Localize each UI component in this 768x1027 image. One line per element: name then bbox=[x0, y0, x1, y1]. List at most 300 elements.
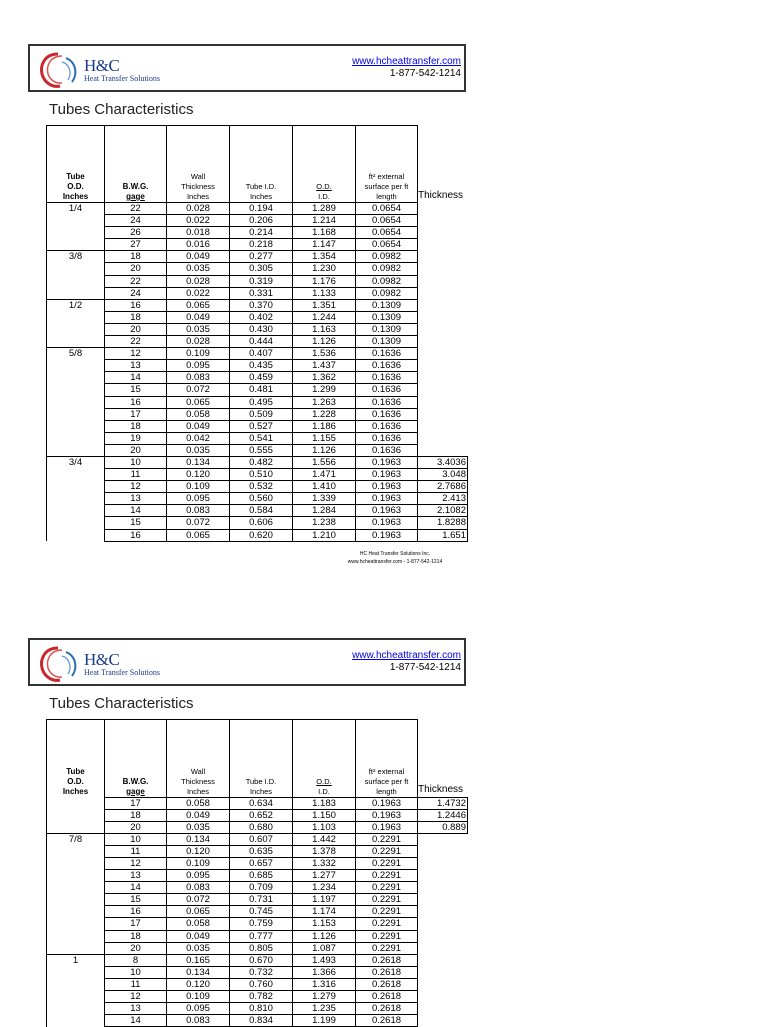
tube-id-cell: 0.407 bbox=[230, 348, 293, 360]
wall-thickness-cell: 0.065 bbox=[167, 529, 230, 541]
wall-thickness-cell: 0.134 bbox=[167, 966, 230, 978]
tube-id-cell: 0.527 bbox=[230, 420, 293, 432]
wall-thickness-cell: 0.120 bbox=[167, 978, 230, 990]
tube-od-cell bbox=[47, 942, 105, 954]
table-row bbox=[47, 978, 468, 990]
tube-od-cell: 3/8 bbox=[47, 251, 105, 263]
tube-id-cell: 0.584 bbox=[230, 505, 293, 517]
tube-od-cell: 3/4 bbox=[47, 456, 105, 468]
od-id-ratio-cell: 1.214 bbox=[293, 215, 356, 227]
od-id-ratio-cell: 1.437 bbox=[293, 360, 356, 372]
surface-cell: 0.1963 bbox=[356, 517, 418, 529]
tube-od-cell bbox=[47, 469, 105, 481]
table-row bbox=[47, 299, 468, 311]
wall-thickness-cell: 0.109 bbox=[167, 857, 230, 869]
table-row bbox=[47, 227, 468, 239]
bwg-cell: 16 bbox=[105, 299, 167, 311]
page-title: Tubes Characteristics bbox=[49, 695, 194, 712]
col-header-od-id: O.D. I.D. bbox=[293, 720, 356, 798]
tube-id-cell: 0.370 bbox=[230, 299, 293, 311]
tube-id-cell: 0.834 bbox=[230, 1015, 293, 1027]
wall-thickness-cell: 0.049 bbox=[167, 311, 230, 323]
wall-thickness-cell: 0.049 bbox=[167, 420, 230, 432]
bwg-cell: 13 bbox=[105, 493, 167, 505]
surface-cell: 0.1636 bbox=[356, 348, 418, 360]
thickness-cell bbox=[418, 942, 468, 954]
od-id-ratio-cell: 1.087 bbox=[293, 942, 356, 954]
tube-id-cell: 0.635 bbox=[230, 845, 293, 857]
od-id-ratio-cell: 1.277 bbox=[293, 870, 356, 882]
tube-od-cell bbox=[47, 215, 105, 227]
od-id-ratio-cell: 1.299 bbox=[293, 384, 356, 396]
surface-cell: 0.2618 bbox=[356, 954, 418, 966]
bwg-cell: 14 bbox=[105, 372, 167, 384]
thickness-cell bbox=[418, 906, 468, 918]
logo-text: H&C bbox=[84, 56, 120, 75]
thickness-cell: 2.413 bbox=[418, 493, 468, 505]
tube-id-cell: 0.777 bbox=[230, 930, 293, 942]
surface-cell: 0.2291 bbox=[356, 918, 418, 930]
tube-od-cell bbox=[47, 481, 105, 493]
tube-od-cell: 1/2 bbox=[47, 299, 105, 311]
od-id-ratio-cell: 1.155 bbox=[293, 432, 356, 444]
table-row bbox=[47, 845, 468, 857]
bwg-cell: 24 bbox=[105, 215, 167, 227]
od-id-ratio-cell: 1.153 bbox=[293, 918, 356, 930]
bwg-cell: 20 bbox=[105, 263, 167, 275]
wall-thickness-cell: 0.035 bbox=[167, 444, 230, 456]
tube-id-cell: 0.620 bbox=[230, 529, 293, 541]
bwg-cell: 10 bbox=[105, 966, 167, 978]
wall-thickness-cell: 0.018 bbox=[167, 227, 230, 239]
thickness-cell bbox=[418, 833, 468, 845]
page-title: Tubes Characteristics bbox=[49, 101, 194, 118]
tube-id-cell: 0.805 bbox=[230, 942, 293, 954]
tube-od-cell bbox=[47, 978, 105, 990]
tube-id-cell: 0.206 bbox=[230, 215, 293, 227]
wall-thickness-cell: 0.072 bbox=[167, 384, 230, 396]
tube-od-cell bbox=[47, 432, 105, 444]
logo-text: H&C bbox=[84, 650, 120, 669]
tube-id-cell: 0.532 bbox=[230, 481, 293, 493]
od-id-ratio-cell: 1.378 bbox=[293, 845, 356, 857]
od-id-ratio-cell: 1.163 bbox=[293, 323, 356, 335]
tube-od-cell bbox=[47, 517, 105, 529]
surface-cell: 0.2291 bbox=[356, 930, 418, 942]
surface-cell: 0.1963 bbox=[356, 469, 418, 481]
surface-cell: 0.2618 bbox=[356, 991, 418, 1003]
col-header-thickness: Thickness bbox=[418, 189, 464, 201]
table-row bbox=[47, 336, 468, 348]
table-row bbox=[47, 857, 468, 869]
tube-id-cell: 0.319 bbox=[230, 275, 293, 287]
wall-thickness-cell: 0.109 bbox=[167, 481, 230, 493]
tube-id-cell: 0.510 bbox=[230, 469, 293, 481]
thickness-cell: 1.651 bbox=[418, 529, 468, 541]
tube-id-cell: 0.218 bbox=[230, 239, 293, 251]
website-link[interactable]: www.hcheattransfer.com bbox=[352, 650, 461, 661]
table-row bbox=[47, 966, 468, 978]
tube-od-cell bbox=[47, 894, 105, 906]
wall-thickness-cell: 0.120 bbox=[167, 845, 230, 857]
wall-thickness-cell: 0.022 bbox=[167, 287, 230, 299]
tube-id-cell: 0.709 bbox=[230, 882, 293, 894]
tube-od-cell bbox=[47, 372, 105, 384]
bwg-cell: 14 bbox=[105, 505, 167, 517]
logo-subtitle: Heat Transfer Solutions bbox=[84, 74, 160, 83]
bwg-cell: 15 bbox=[105, 894, 167, 906]
thickness-cell bbox=[418, 954, 468, 966]
wall-thickness-cell: 0.083 bbox=[167, 372, 230, 384]
tube-od-cell bbox=[47, 444, 105, 456]
table-row bbox=[47, 882, 468, 894]
od-id-ratio-cell: 1.354 bbox=[293, 251, 356, 263]
tube-od-cell bbox=[47, 529, 105, 541]
tube-od-cell: 1/4 bbox=[47, 203, 105, 215]
od-id-ratio-cell: 1.351 bbox=[293, 299, 356, 311]
surface-cell: 0.2291 bbox=[356, 894, 418, 906]
wall-thickness-cell: 0.049 bbox=[167, 251, 230, 263]
table-row bbox=[47, 942, 468, 954]
od-id-ratio-cell: 1.174 bbox=[293, 906, 356, 918]
bwg-cell: 12 bbox=[105, 991, 167, 1003]
tube-od-cell bbox=[47, 809, 105, 821]
table-row bbox=[47, 432, 468, 444]
tube-id-cell: 0.680 bbox=[230, 821, 293, 833]
surface-cell: 0.2618 bbox=[356, 1003, 418, 1015]
bwg-cell: 12 bbox=[105, 481, 167, 493]
surface-cell: 0.2291 bbox=[356, 870, 418, 882]
tube-id-cell: 0.731 bbox=[230, 894, 293, 906]
od-id-ratio-cell: 1.147 bbox=[293, 239, 356, 251]
wall-thickness-cell: 0.120 bbox=[167, 469, 230, 481]
surface-cell: 0.2291 bbox=[356, 845, 418, 857]
od-id-ratio-cell: 1.238 bbox=[293, 517, 356, 529]
surface-cell: 0.2291 bbox=[356, 882, 418, 894]
table-row bbox=[47, 918, 468, 930]
thickness-cell bbox=[418, 311, 468, 323]
tube-id-cell: 0.760 bbox=[230, 978, 293, 990]
thickness-cell bbox=[418, 396, 468, 408]
bwg-cell: 24 bbox=[105, 287, 167, 299]
bwg-cell: 11 bbox=[105, 845, 167, 857]
thickness-cell bbox=[418, 978, 468, 990]
tube-id-cell: 0.745 bbox=[230, 906, 293, 918]
page-footer: HC Heat Transfer Solutions Inc. www.hcheattransfer.com - 1-877-542-1214 bbox=[347, 551, 443, 565]
od-id-ratio-cell: 1.234 bbox=[293, 882, 356, 894]
wall-thickness-cell: 0.134 bbox=[167, 833, 230, 845]
od-id-ratio-cell: 1.103 bbox=[293, 821, 356, 833]
tube-id-cell: 0.759 bbox=[230, 918, 293, 930]
tube-od-cell bbox=[47, 311, 105, 323]
bwg-cell: 17 bbox=[105, 408, 167, 420]
surface-cell: 0.1963 bbox=[356, 797, 418, 809]
table-row bbox=[47, 529, 468, 541]
bwg-cell: 16 bbox=[105, 529, 167, 541]
tube-od-cell bbox=[47, 287, 105, 299]
table-row bbox=[47, 396, 468, 408]
surface-cell: 0.1963 bbox=[356, 529, 418, 541]
tube-od-cell bbox=[47, 420, 105, 432]
wall-thickness-cell: 0.035 bbox=[167, 323, 230, 335]
surface-cell: 0.2291 bbox=[356, 857, 418, 869]
bwg-cell: 27 bbox=[105, 239, 167, 251]
surface-cell: 0.1309 bbox=[356, 299, 418, 311]
wall-thickness-cell: 0.035 bbox=[167, 263, 230, 275]
thickness-cell bbox=[418, 870, 468, 882]
wall-thickness-cell: 0.072 bbox=[167, 894, 230, 906]
tube-od-cell bbox=[47, 845, 105, 857]
wall-thickness-cell: 0.028 bbox=[167, 275, 230, 287]
tube-id-cell: 0.657 bbox=[230, 857, 293, 869]
od-id-ratio-cell: 1.471 bbox=[293, 469, 356, 481]
tube-id-cell: 0.277 bbox=[230, 251, 293, 263]
tube-id-cell: 0.495 bbox=[230, 396, 293, 408]
tube-od-cell bbox=[47, 336, 105, 348]
thickness-cell bbox=[418, 251, 468, 263]
bwg-cell: 16 bbox=[105, 906, 167, 918]
tube-od-cell: 5/8 bbox=[47, 348, 105, 360]
tube-od-cell bbox=[47, 493, 105, 505]
bwg-cell: 11 bbox=[105, 978, 167, 990]
surface-cell: 0.0654 bbox=[356, 203, 418, 215]
surface-cell: 0.1963 bbox=[356, 456, 418, 468]
tube-od-cell bbox=[47, 360, 105, 372]
bwg-cell: 17 bbox=[105, 797, 167, 809]
tube-id-cell: 0.509 bbox=[230, 408, 293, 420]
thickness-cell bbox=[418, 894, 468, 906]
tube-od-cell bbox=[47, 906, 105, 918]
table-row bbox=[47, 954, 468, 966]
col-header-surface: ft² external surface per ft length bbox=[356, 126, 418, 203]
tube-od-cell bbox=[47, 384, 105, 396]
thickness-cell: 1.4732 bbox=[418, 797, 468, 809]
table-row bbox=[47, 215, 468, 227]
thickness-cell bbox=[418, 239, 468, 251]
table-row bbox=[47, 384, 468, 396]
tube-od-cell: 7/8 bbox=[47, 833, 105, 845]
table-row bbox=[47, 311, 468, 323]
thickness-cell bbox=[418, 1003, 468, 1015]
tube-od-cell bbox=[47, 870, 105, 882]
surface-cell: 0.0654 bbox=[356, 239, 418, 251]
thickness-cell bbox=[418, 991, 468, 1003]
col-header-id: Tube I.D. Inches bbox=[230, 126, 293, 203]
bwg-cell: 20 bbox=[105, 444, 167, 456]
od-id-ratio-cell: 1.176 bbox=[293, 275, 356, 287]
wall-thickness-cell: 0.165 bbox=[167, 954, 230, 966]
tube-od-cell bbox=[47, 821, 105, 833]
od-id-ratio-cell: 1.263 bbox=[293, 396, 356, 408]
tube-id-cell: 0.435 bbox=[230, 360, 293, 372]
bwg-cell: 10 bbox=[105, 833, 167, 845]
od-id-ratio-cell: 1.284 bbox=[293, 505, 356, 517]
table-row bbox=[47, 493, 468, 505]
tube-id-cell: 0.670 bbox=[230, 954, 293, 966]
od-id-ratio-cell: 1.410 bbox=[293, 481, 356, 493]
table-row bbox=[47, 372, 468, 384]
wall-thickness-cell: 0.058 bbox=[167, 797, 230, 809]
table-row bbox=[47, 797, 468, 809]
tube-id-cell: 0.331 bbox=[230, 287, 293, 299]
surface-cell: 0.1636 bbox=[356, 408, 418, 420]
surface-cell: 0.1309 bbox=[356, 311, 418, 323]
tube-id-cell: 0.214 bbox=[230, 227, 293, 239]
bwg-cell: 18 bbox=[105, 251, 167, 263]
tube-id-cell: 0.481 bbox=[230, 384, 293, 396]
surface-cell: 0.1636 bbox=[356, 396, 418, 408]
table-row bbox=[47, 420, 468, 432]
wall-thickness-cell: 0.072 bbox=[167, 517, 230, 529]
surface-cell: 0.2618 bbox=[356, 966, 418, 978]
thickness-cell bbox=[418, 408, 468, 420]
thickness-cell bbox=[418, 444, 468, 456]
bwg-cell: 10 bbox=[105, 456, 167, 468]
table-row bbox=[47, 1003, 468, 1015]
table-row bbox=[47, 833, 468, 845]
bwg-cell: 18 bbox=[105, 311, 167, 323]
bwg-cell: 26 bbox=[105, 227, 167, 239]
thickness-cell bbox=[418, 930, 468, 942]
thickness-cell bbox=[418, 384, 468, 396]
wall-thickness-cell: 0.028 bbox=[167, 336, 230, 348]
wall-thickness-cell: 0.042 bbox=[167, 432, 230, 444]
bwg-cell: 20 bbox=[105, 942, 167, 954]
phone-number: 1-877-542-1214 bbox=[389, 68, 461, 79]
tube-od-cell bbox=[47, 1015, 105, 1027]
thickness-cell bbox=[418, 227, 468, 239]
table-row bbox=[47, 263, 468, 275]
bwg-cell: 18 bbox=[105, 930, 167, 942]
wall-thickness-cell: 0.065 bbox=[167, 396, 230, 408]
od-id-ratio-cell: 1.316 bbox=[293, 978, 356, 990]
thickness-cell bbox=[418, 857, 468, 869]
tube-od-cell bbox=[47, 797, 105, 809]
od-id-ratio-cell: 1.228 bbox=[293, 408, 356, 420]
surface-cell: 0.2291 bbox=[356, 833, 418, 845]
logo-swirl-icon bbox=[36, 644, 84, 684]
bwg-cell: 15 bbox=[105, 517, 167, 529]
od-id-ratio-cell: 1.126 bbox=[293, 336, 356, 348]
surface-cell: 0.1636 bbox=[356, 432, 418, 444]
wall-thickness-cell: 0.022 bbox=[167, 215, 230, 227]
od-id-ratio-cell: 1.289 bbox=[293, 203, 356, 215]
thickness-cell bbox=[418, 348, 468, 360]
wall-thickness-cell: 0.065 bbox=[167, 299, 230, 311]
tube-od-cell bbox=[47, 991, 105, 1003]
od-id-ratio-cell: 1.150 bbox=[293, 809, 356, 821]
wall-thickness-cell: 0.109 bbox=[167, 348, 230, 360]
table-row bbox=[47, 517, 468, 529]
tube-od-cell bbox=[47, 323, 105, 335]
bwg-cell: 19 bbox=[105, 432, 167, 444]
surface-cell: 0.2291 bbox=[356, 942, 418, 954]
od-id-ratio-cell: 1.556 bbox=[293, 456, 356, 468]
table-row bbox=[47, 456, 468, 468]
thickness-cell bbox=[418, 275, 468, 287]
od-id-ratio-cell: 1.126 bbox=[293, 444, 356, 456]
thickness-cell bbox=[418, 360, 468, 372]
od-id-ratio-cell: 1.197 bbox=[293, 894, 356, 906]
table-row bbox=[47, 809, 468, 821]
col-header-surface: ft² external surface per ft length bbox=[356, 720, 418, 798]
table-row bbox=[47, 991, 468, 1003]
thickness-cell: 1.2446 bbox=[418, 809, 468, 821]
thickness-cell bbox=[418, 215, 468, 227]
wall-thickness-cell: 0.083 bbox=[167, 1015, 230, 1027]
tube-id-cell: 0.541 bbox=[230, 432, 293, 444]
tube-od-cell bbox=[47, 857, 105, 869]
table-row bbox=[47, 287, 468, 299]
od-id-ratio-cell: 1.339 bbox=[293, 493, 356, 505]
od-id-ratio-cell: 1.186 bbox=[293, 420, 356, 432]
wall-thickness-cell: 0.083 bbox=[167, 505, 230, 517]
bwg-cell: 11 bbox=[105, 469, 167, 481]
wall-thickness-cell: 0.058 bbox=[167, 918, 230, 930]
bwg-cell: 12 bbox=[105, 857, 167, 869]
surface-cell: 0.1963 bbox=[356, 493, 418, 505]
letterhead bbox=[28, 44, 466, 92]
thickness-cell: 1.8288 bbox=[418, 517, 468, 529]
thickness-cell bbox=[418, 420, 468, 432]
tube-id-cell: 0.459 bbox=[230, 372, 293, 384]
page-2 bbox=[0, 594, 768, 1027]
surface-cell: 0.1636 bbox=[356, 360, 418, 372]
tube-od-cell: 1 bbox=[47, 954, 105, 966]
bwg-cell: 17 bbox=[105, 918, 167, 930]
tube-od-cell bbox=[47, 275, 105, 287]
bwg-cell: 13 bbox=[105, 1003, 167, 1015]
website-link[interactable]: www.hcheattransfer.com bbox=[352, 56, 461, 67]
surface-cell: 0.2618 bbox=[356, 978, 418, 990]
phone-number: 1-877-542-1214 bbox=[389, 662, 461, 673]
col-header-bwg: B.W.G. gage bbox=[105, 126, 167, 203]
thickness-cell bbox=[418, 372, 468, 384]
tube-od-cell bbox=[47, 930, 105, 942]
surface-cell: 0.2618 bbox=[356, 1015, 418, 1027]
table-row bbox=[47, 894, 468, 906]
surface-cell: 0.1309 bbox=[356, 323, 418, 335]
table-row bbox=[47, 348, 468, 360]
wall-thickness-cell: 0.083 bbox=[167, 882, 230, 894]
tube-od-cell bbox=[47, 227, 105, 239]
surface-cell: 0.1963 bbox=[356, 481, 418, 493]
bwg-cell: 13 bbox=[105, 360, 167, 372]
thickness-cell: 3.048 bbox=[418, 469, 468, 481]
col-header-wall: Wall Thickness Inches bbox=[167, 720, 230, 798]
tube-id-cell: 0.430 bbox=[230, 323, 293, 335]
tube-id-cell: 0.555 bbox=[230, 444, 293, 456]
tube-id-cell: 0.685 bbox=[230, 870, 293, 882]
thickness-cell bbox=[418, 845, 468, 857]
bwg-cell: 22 bbox=[105, 203, 167, 215]
bwg-cell: 20 bbox=[105, 323, 167, 335]
wall-thickness-cell: 0.095 bbox=[167, 360, 230, 372]
bwg-cell: 18 bbox=[105, 809, 167, 821]
table-row bbox=[47, 275, 468, 287]
od-id-ratio-cell: 1.332 bbox=[293, 857, 356, 869]
thickness-cell bbox=[418, 336, 468, 348]
tube-od-cell bbox=[47, 1003, 105, 1015]
table-row bbox=[47, 239, 468, 251]
wall-thickness-cell: 0.058 bbox=[167, 408, 230, 420]
col-header-id: Tube I.D. Inches bbox=[230, 720, 293, 798]
bwg-cell: 16 bbox=[105, 396, 167, 408]
tube-od-cell bbox=[47, 918, 105, 930]
od-id-ratio-cell: 1.536 bbox=[293, 348, 356, 360]
tube-id-cell: 0.732 bbox=[230, 966, 293, 978]
surface-cell: 0.2291 bbox=[356, 906, 418, 918]
